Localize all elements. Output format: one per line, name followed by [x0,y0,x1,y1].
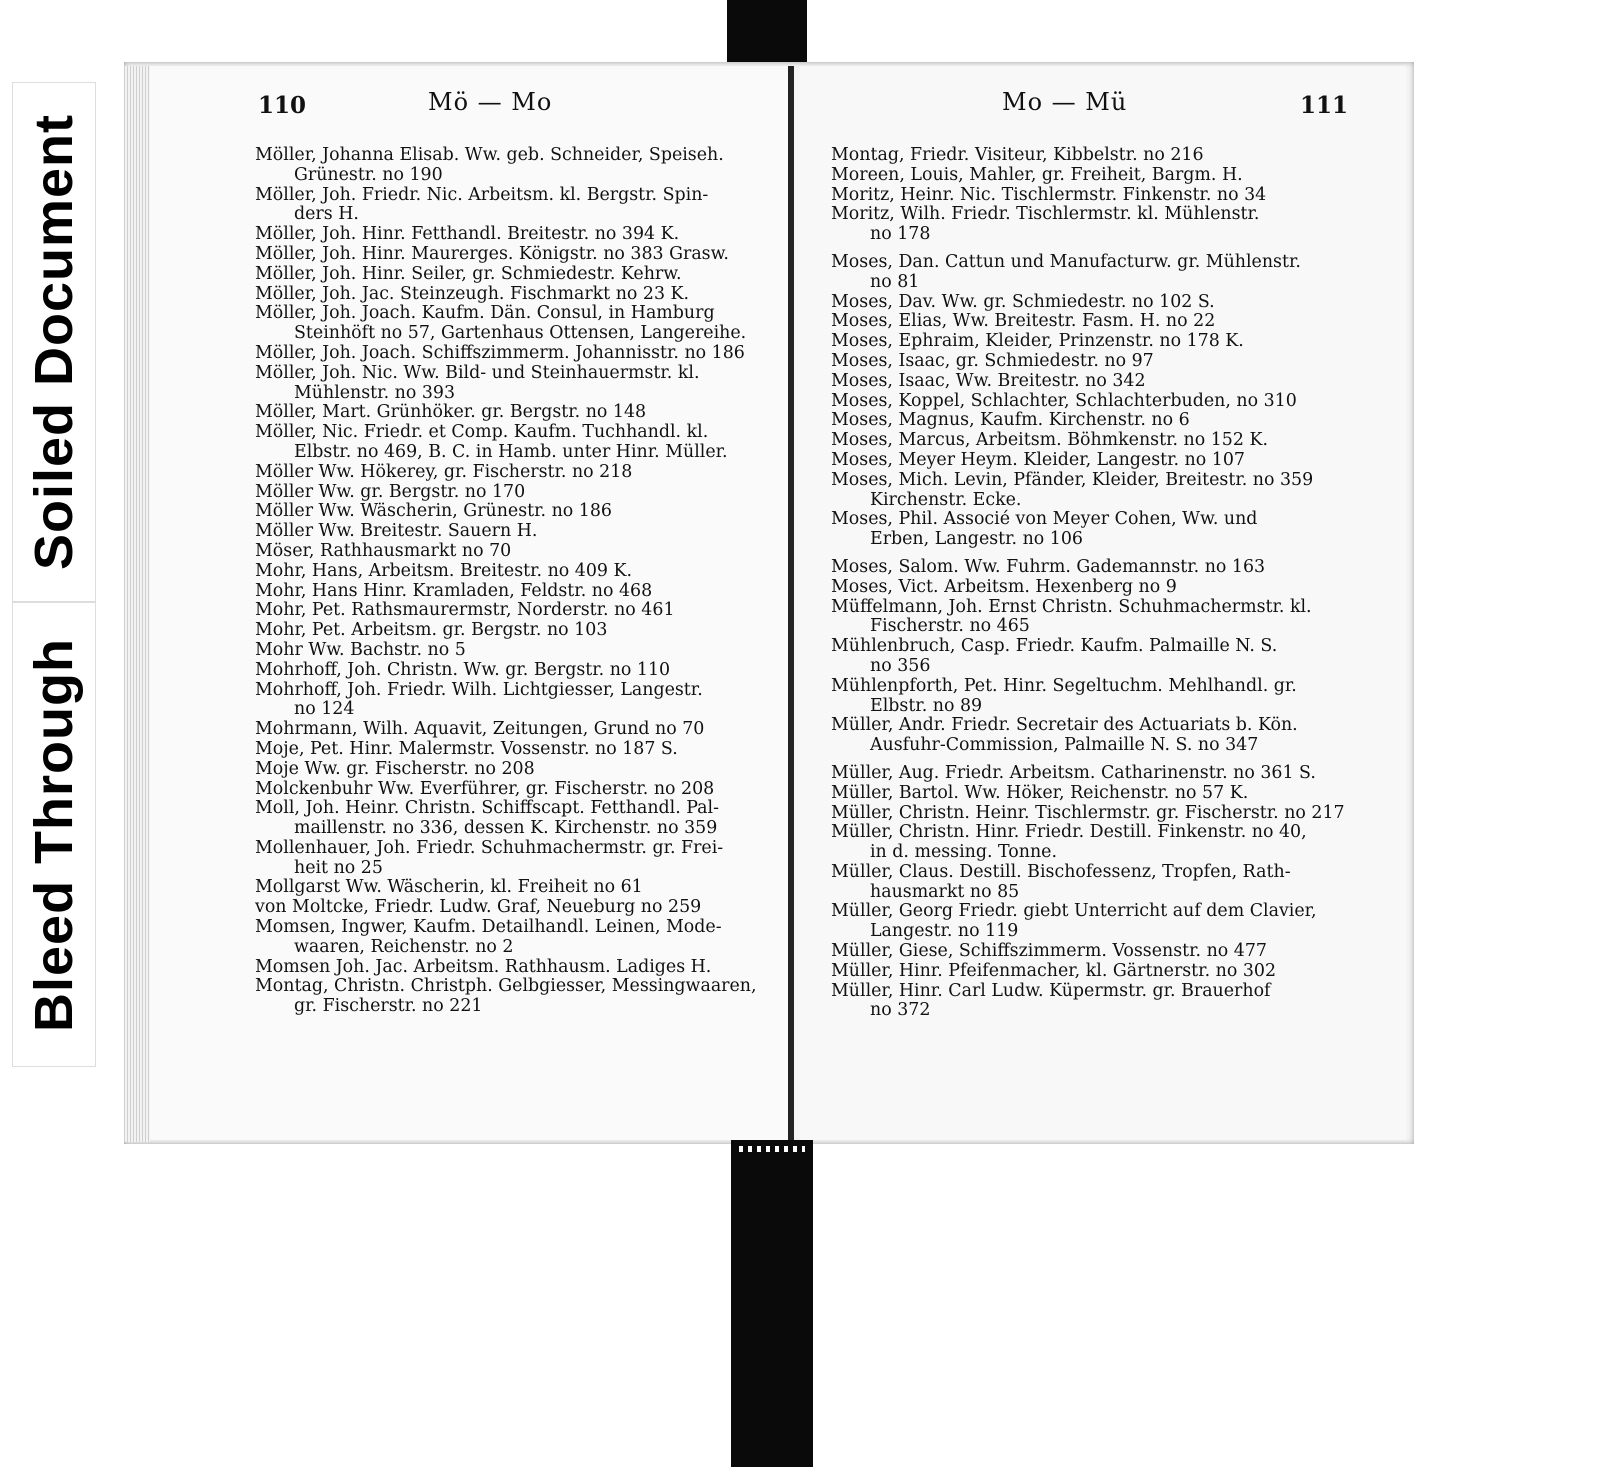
entry-line: Mohrmann, Wilh. Aquavit, Zeitungen, Grund no 70 [255,719,705,740]
directory-entry [255,285,755,305]
entry-line: Moses, Marcus, Arbeitsm. Böhmkenstr. no 152 K. [831,430,1268,451]
directory-entry [831,471,1336,511]
entry-line: Moses, Elias, Ww. Breitestr. Fasm. H. no 22 [831,311,1216,332]
document-condition-stamp [12,82,96,1067]
directory-entry [255,364,755,404]
stamp-bleed-text: Bleed Through [24,637,85,1032]
entry-line: Müller, Bartol. Ww. Höker, Reichenstr. no 57 K. [831,782,1249,803]
directory-entry [255,918,755,958]
entry-line: Möller Ww. Hökerey, gr. Fischerstr. no 218 [255,461,633,482]
entry-line: Moses, Koppel, Schlachter, Schlachterbuden, no 310 [831,390,1297,411]
directory-entry [831,186,1336,206]
entry-line: Möller, Joh. Jac. Steinzeugh. Fischmarkt no 23 K. [255,283,690,304]
directory-entry [255,898,755,918]
entry-continuation-line: waaren, Reichenstr. no 2 [294,936,514,957]
entry-continuation-line: Grünestr. no 190 [294,164,443,185]
binding-clip-bottom [731,1140,813,1467]
entry-line: Moses, Isaac, gr. Schmiedestr. no 97 [831,350,1154,371]
entry-line: Moses, Meyer Heym. Kleider, Langestr. no 107 [831,449,1245,470]
directory-entry [255,344,755,364]
directory-entry [255,502,755,522]
entry-continuation-line: ders H. [294,204,359,225]
entry-line: Momsen, Ingwer, Kaufm. Detailhandl. Leinen, Mode- [255,917,722,938]
directory-entry [255,780,755,800]
entry-continuation-line: Erben, Langestr. no 106 [870,529,1083,550]
entry-line: Möser, Rathhausmarkt no 70 [255,540,512,561]
directory-entry [831,332,1336,352]
entry-line: Mühlenpforth, Pet. Hinr. Segeltuchm. Mehlhandl. gr. [831,675,1297,696]
directory-entry [831,637,1336,677]
entry-line: Mohrhoff, Joh. Friedr. Wilh. Lichtgiesser, Langestr. [255,679,703,700]
entry-line: Moritz, Heinr. Nic. Tischlermstr. Finkenstr. no 34 [831,184,1267,205]
directory-entry [255,601,755,621]
entry-line: Moses, Phil. Associé von Meyer Cohen, Ww. und [831,509,1258,530]
directory-entry [831,253,1336,293]
directory-entry [831,352,1336,372]
entry-line: Molckenbuhr Ww. Everführer, gr. Fischerstr. no 208 [255,778,715,799]
directory-entry [831,764,1336,784]
directory-entry [831,802,1345,824]
book-gutter [788,66,794,1140]
directory-entry [831,372,1336,392]
directory-entry [831,942,1336,962]
directory-entry [255,661,755,681]
entry-line: Momsen Joh. Jac. Arbeitsm. Rathhausm. Ladiges H. [255,956,712,977]
directory-entry [255,760,755,780]
directory-entry [831,205,1336,245]
directory-entry [255,839,755,879]
entry-line: Möller, Joh. Nic. Ww. Bild- und Steinhauermstr. kl. [255,362,700,383]
entry-line: Moses, Ephraim, Kleider, Prinzenstr. no 178 K. [831,331,1244,352]
directory-entry [831,598,1336,638]
entry-line: Müller, Aug. Friedr. Arbeitsm. Catharinenstr. no 361 S. [831,762,1316,783]
entry-continuation-line: Ausfuhr-Commission, Palmaille N. S. no 347 [870,735,1259,756]
entry-line: Mohr, Pet. Arbeitsm. gr. Bergstr. no 103 [255,620,608,641]
entry-line: Müller, Giese, Schiffszimmerm. Vossenstr. no 477 [831,941,1267,962]
directory-entry [255,186,755,226]
entry-continuation-line: hausmarkt no 85 [870,881,1020,902]
entry-line: Mohr, Hans, Arbeitsm. Breitestr. no 409 K. [255,560,633,581]
left-page-number: 110 [258,92,307,119]
directory-entry [255,621,755,641]
entry-line: Möller, Joh. Hinr. Seiler, gr. Schmiedestr. Kehrw. [255,263,682,284]
directory-entry [255,740,755,760]
directory-entry [255,977,755,1017]
directory-entry [255,799,755,839]
directory-entry [255,403,755,423]
directory-entry [831,312,1336,332]
entry-continuation-line: Elbstr. no 469, B. C. in Hamb. unter Hinr. Müller. [294,441,728,462]
directory-entry [831,962,1336,982]
entry-continuation-line: Elbstr. no 89 [870,695,983,716]
directory-entry [255,582,755,602]
entry-continuation-line: no 356 [870,655,931,676]
directory-entry [831,578,1336,598]
directory-entry [831,146,1336,166]
right-page-entries [831,145,1345,1021]
directory-entry [255,641,755,661]
directory-entry [831,677,1336,717]
directory-entry [831,716,1336,756]
entry-line: Möller, Joh. Friedr. Nic. Arbeitsm. kl. Bergstr. Spin- [255,184,709,205]
entry-line: Mollenhauer, Joh. Friedr. Schuhmachermstr. gr. Frei- [255,837,724,858]
entry-line: Mohr, Hans Hinr. Kramladen, Feldstr. no 468 [255,580,653,601]
entry-continuation-line: Langestr. no 119 [870,921,1019,942]
stamp-segment-bleed [12,602,96,1067]
entry-line: Müller, Hinr. Pfeifenmacher, kl. Gärtnerstr. no 302 [831,960,1277,981]
entry-line: Möller Ww. gr. Bergstr. no 170 [255,481,526,502]
entry-line: Mohr, Pet. Rathsmaurermstr, Norderstr. no 461 [255,600,675,621]
entry-line: Müller, Hinr. Carl Ludw. Küpermstr. gr. Brauerhof [831,980,1271,1001]
entry-line: Moll, Joh. Heinr. Christn. Schiffscapt. Fetthandl. Pal- [255,798,719,819]
entry-line: Montag, Friedr. Visiteur, Kibbelstr. no 216 [831,145,1204,165]
entry-line: Moses, Mich. Levin, Pfänder, Kleider, Breitestr. no 359 [831,469,1314,490]
entry-continuation-line: no 372 [870,1000,931,1021]
entry-line: Mohr Ww. Bachstr. no 5 [255,639,466,660]
entry-line: Moje Ww. gr. Fischerstr. no 208 [255,758,535,779]
entry-continuation-line: Kirchenstr. Ecke. [870,489,1022,510]
directory-entry [255,245,755,265]
directory-entry [255,522,755,542]
entry-line: Müller, Christn. Hinr. Friedr. Destill. Finkenstr. no 40, [831,822,1307,843]
entry-line: Müller, Christn. Heinr. Tischlermstr. gr. Fischerstr. no 217 [831,802,1345,823]
left-page-header: Mö — Mo [428,88,553,116]
entry-line: Moses, Salom. Ww. Fuhrm. Gademannstr. no 163 [831,556,1266,577]
entry-line: Moses, Vict. Arbeitsm. Hexenberg no 9 [831,576,1177,597]
entry-line: Mühlenbruch, Casp. Friedr. Kaufm. Palmaille N. S. [831,636,1278,657]
entry-line: Müffelmann, Joh. Ernst Christn. Schuhmachermstr. kl. [831,596,1312,617]
directory-entry [255,562,755,582]
entry-continuation-line: maillenstr. no 336, dessen K. Kirchenstr. no 359 [294,818,718,839]
entry-line: Moses, Isaac, Ww. Breitestr. no 342 [831,370,1146,391]
entry-line: von Moltcke, Friedr. Ludw. Graf, Neueburg no 259 [255,897,702,918]
entry-line: Möller, Joh. Joach. Schiffszimmerm. Johannisstr. no 186 [255,342,745,363]
directory-entry [255,304,755,344]
page-edges [124,66,150,1142]
stamp-segment-soiled [12,82,96,602]
entry-line: Müller, Andr. Friedr. Secretair des Actuariats b. Kön. [831,715,1298,736]
entry-continuation-line: no 124 [294,699,355,720]
directory-entry [255,483,755,503]
directory-entry [255,720,755,740]
directory-entry [255,681,755,721]
entry-continuation-line: Fischerstr. no 465 [870,616,1030,637]
entry-line: Moje, Pet. Hinr. Malermstr. Vossenstr. no 187 S. [255,738,678,759]
directory-entry [255,423,755,463]
directory-entry [255,146,755,186]
entry-line: Möller, Joh. Hinr. Maurerges. Königstr. no 383 Grasw. [255,243,729,264]
entry-continuation-line: gr. Fischerstr. no 221 [294,996,483,1017]
entry-line: Möller Ww. Wäscherin, Grünestr. no 186 [255,501,612,522]
entry-continuation-line: no 81 [870,271,920,292]
directory-entry [831,510,1336,550]
entry-line: Montag, Christn. Christph. Gelbgiesser, Messingwaaren, [255,976,757,997]
entry-line: Möller, Johanna Elisab. Ww. geb. Schneider, Speiseh. [255,145,724,165]
directory-entry [255,878,755,898]
directory-entry [831,392,1336,412]
entry-line: Moses, Dav. Ww. gr. Schmiedestr. no 102 S. [831,291,1215,312]
directory-entry [831,411,1336,431]
directory-entry [831,982,1336,1022]
directory-entry [831,902,1336,942]
directory-entry [831,166,1336,186]
directory-entry [255,958,755,978]
entry-line: Moses, Magnus, Kaufm. Kirchenstr. no 6 [831,410,1190,431]
binding-clip-top [727,0,807,62]
directory-entry [831,293,1336,313]
entry-line: Müller, Claus. Destill. Bischofessenz, Tropfen, Rath- [831,861,1291,882]
entry-continuation-line: in d. messing. Tonne. [870,842,1057,863]
directory-entry [255,265,755,285]
entry-line: Möller, Joh. Hinr. Fetthandl. Breitestr. no 394 K. [255,224,680,245]
entry-line: Möller, Nic. Friedr. et Comp. Kaufm. Tuchhandl. kl. [255,422,709,443]
stamp-soiled-text: Soiled Document [24,113,85,571]
entry-line: Mohrhoff, Joh. Christn. Ww. gr. Bergstr. no 110 [255,659,671,680]
entry-line: Moses, Dan. Cattun und Manufacturw. gr. Mühlenstr. [831,251,1301,272]
directory-entry [831,784,1336,804]
entry-line: Möller Ww. Breitestr. Sauern H. [255,521,538,542]
entry-continuation-line: Steinhöft no 57, Gartenhaus Ottensen, Langereihe. [294,323,747,344]
entry-line: Möller, Mart. Grünhöker. gr. Bergstr. no 148 [255,402,647,423]
entry-line: Moreen, Louis, Mahler, gr. Freiheit, Bargm. H. [831,164,1243,185]
entry-continuation-line: no 178 [870,224,931,245]
right-page-number: 111 [1300,92,1349,119]
left-page-entries [255,146,755,1017]
entry-line: Mollgarst Ww. Wäscherin, kl. Freiheit no 61 [255,877,643,898]
directory-entry [831,431,1336,451]
directory-entry [831,863,1336,903]
directory-entry [831,823,1336,863]
directory-entry [831,451,1336,471]
directory-entry [831,558,1336,578]
entry-line: Moritz, Wilh. Friedr. Tischlermstr. kl. Mühlenstr. [831,204,1260,225]
directory-entry [255,542,755,562]
directory-entry [255,463,755,483]
entry-continuation-line: heit no 25 [294,857,383,878]
entry-continuation-line: Mühlenstr. no 393 [294,382,456,403]
entry-line: Müller, Georg Friedr. giebt Unterricht auf dem Clavier, [831,901,1317,922]
right-page-header: Mo — Mü [1002,88,1128,116]
directory-entry [255,225,755,245]
entry-line: Möller, Joh. Joach. Kaufm. Dän. Consul, in Hamburg [255,303,715,324]
